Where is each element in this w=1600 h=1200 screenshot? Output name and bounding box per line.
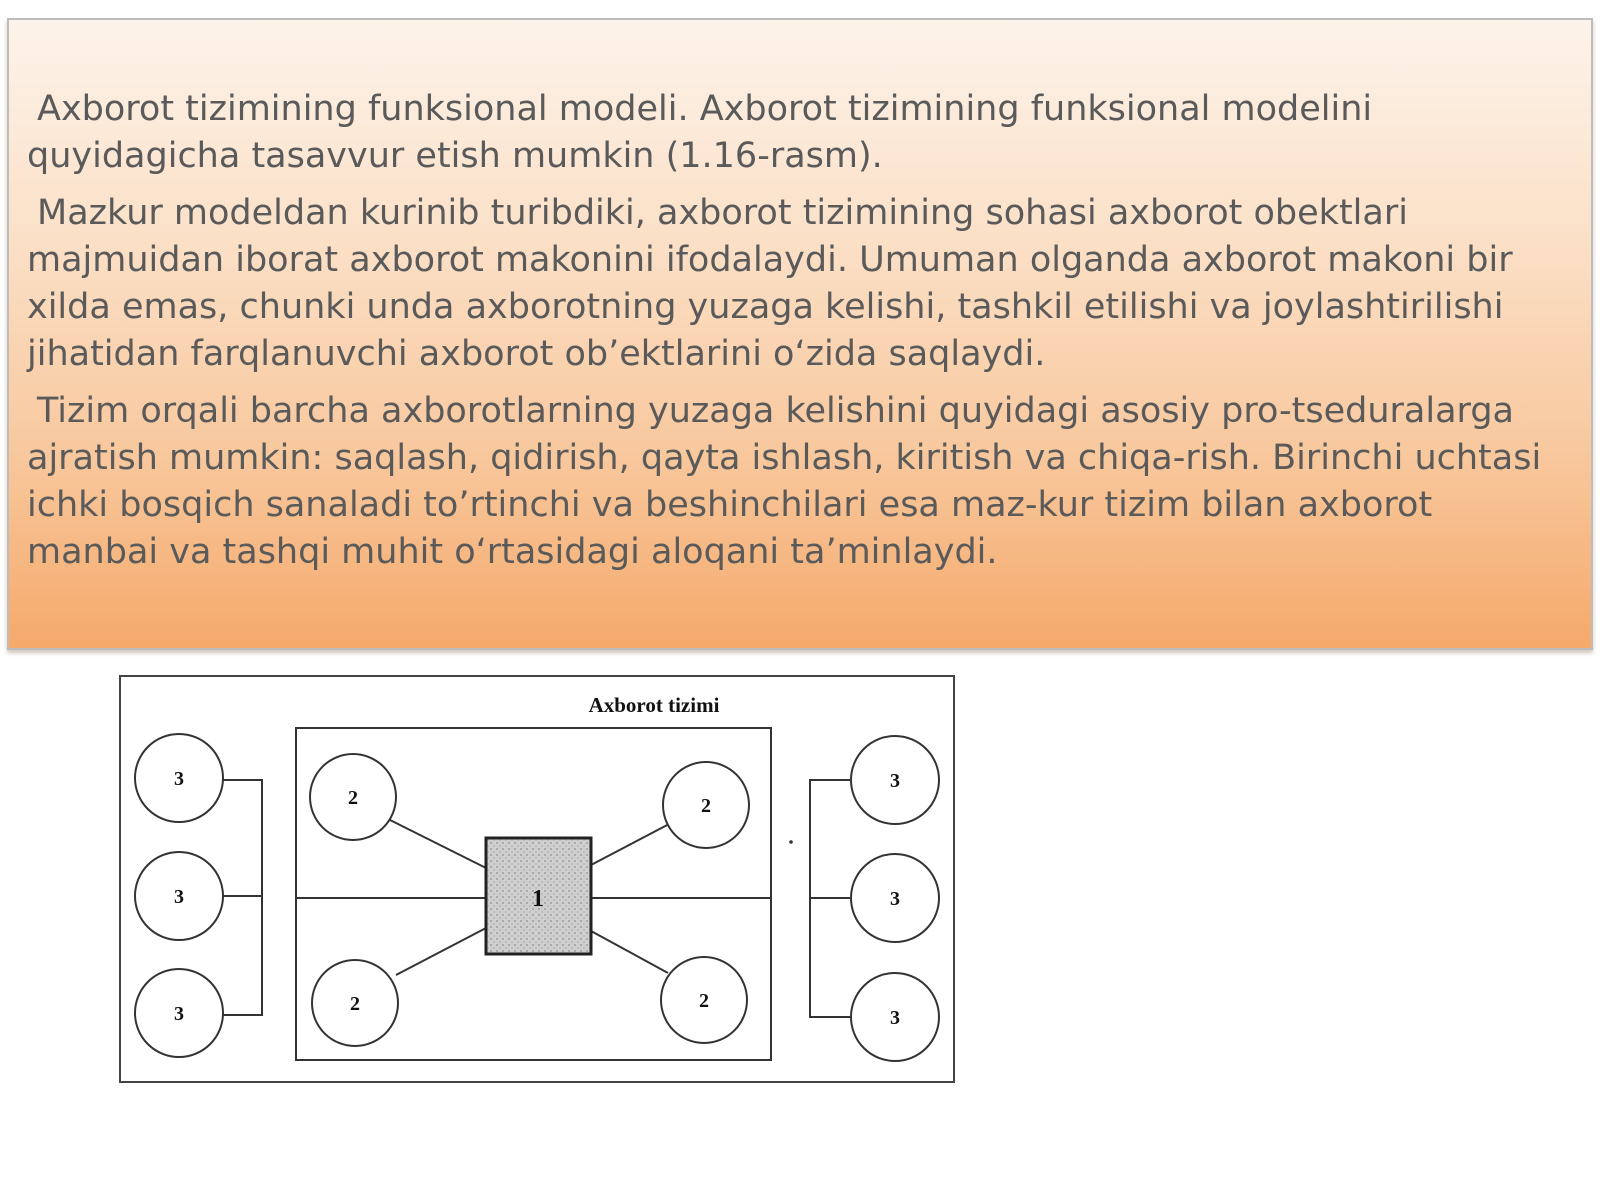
inner-node-tr-label: 2 xyxy=(701,795,711,817)
right-node-1-label: 3 xyxy=(890,770,900,792)
right-node-3-label: 3 xyxy=(890,1007,900,1029)
left-node-1-label: 3 xyxy=(174,768,184,790)
center-node-label: 1 xyxy=(532,886,544,912)
paragraph-model: Mazkur modeldan kurinib turibdiki, axborot tizimining sohasi axborot obektlari majmuidan iborat axborot makonini ifodalaydi. Umuman olganda axborot makoni bir xilda emas, chunki unda axborotning yuzaga kelishi, tashkil etilishi va joylashtirilishi jihatidan farqlanuvchi axborot ob’ektlarini o‘zida saqlaydi. xyxy=(27,193,1513,374)
stray-dot xyxy=(789,840,793,844)
paragraph-procedures: Tizim orqali barcha axborotlarning yuzaga kelishini quyidagi asosiy pro-tseduralarga ajratish mumkin: saqlash, qidirish, qayta ishlash, kiritish va chiqa-rish. Birinchi uchtasi ichki bosqich sanaladi to’rtinchi va beshinchilari esa maz-kur tizim bilan axborot manbai va tashqi muhit o‘rtasidagi aloqani ta’minlaydi. xyxy=(27,391,1542,572)
left-node-3-label: 3 xyxy=(174,1003,184,1025)
paragraph-intro: Axborot tizimining funksional modeli. Axborot tizimining funksional modelini quyidagicha tasavvur etish mumkin (1.16-rasm). xyxy=(27,89,1373,176)
inner-node-br-label: 2 xyxy=(699,990,709,1012)
functional-model-diagram xyxy=(106,668,976,1098)
right-node-2-label: 3 xyxy=(890,888,900,910)
diagram-title: Axborot tizimi xyxy=(588,693,720,717)
inner-node-bl-label: 2 xyxy=(350,993,360,1015)
left-node-2-label: 3 xyxy=(174,886,184,908)
text-panel xyxy=(7,18,1593,650)
inner-node-tl-label: 2 xyxy=(348,787,358,809)
